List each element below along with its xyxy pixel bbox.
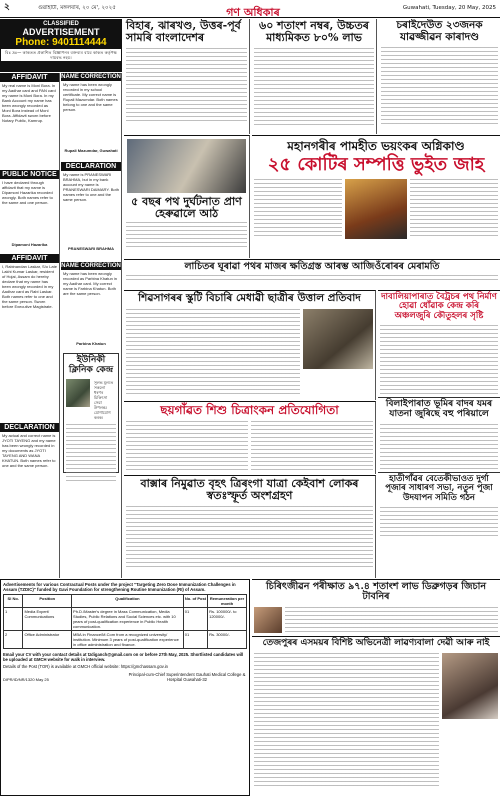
recruitment-signature: Principal-cum-Chief Superintendent Gauhati Medical College & Hospital Guwahati-32 [128, 672, 246, 683]
col-header-qualification: Qualification [72, 595, 184, 608]
left-date: গুৱাহাটী, মঙ্গলবাৰ, ২০ মে', ২০২৫ [38, 5, 116, 11]
clinic-ad-text: সুলভ মূল্যত সকলো ধৰণৰ চিকিৎসা সেৱা উপলব্ধ। যোগাযোগ কৰক। [94, 379, 114, 420]
name-correction-2-heading: NAME CORRECTION [61, 263, 121, 269]
accident-photo [127, 139, 246, 193]
affidavit-2-text: I, Rabinandan Laskar, S/o Late Lakhi Kumar Laskar, resident of Hojai, Assam do hereby declare that my name has been wrongly recorded in my Aadhar card as Rabi Laskar. Both names refer to one and the same person. Sworn before Executive Magistrate. [2, 264, 57, 309]
accident-headline: ৫ বছৰ পথ দুৰ্ঘটনাত প্ৰাণ হেৰুৱালে আঠ [131, 195, 242, 221]
declaration-2-heading: DECLARATION [61, 162, 121, 171]
name-correction-1-signature: Rupali Mazumdar, Guwahati [64, 148, 118, 153]
col-header-position: Position [23, 595, 72, 608]
public-notice-heading: PUBLIC NOTICE [0, 170, 59, 179]
clinic-ad-photo [66, 379, 90, 407]
name-correction-2-text: My name has been wrongly recorded as Parbina Khatun in my Aadhar card. My correct name is Farbina Khatun. Both are the same person. [63, 271, 118, 296]
painting-headline: ছয়গাঁৱত শিশু চিত্ৰাংকন প্ৰতিযোগিতা [160, 403, 339, 417]
tezpur-headline: তেজপুৰৰ এসময়ৰ বিশিষ্ট অভিনেত্ৰী লাৱণ্যবালা দেৱী আৰু নাই [262, 638, 490, 648]
name-correction-2-signature: Parbina Khatun [76, 341, 106, 346]
declaration-1-heading: DECLARATION [0, 423, 59, 432]
main-story-kicker: মহানগৰীৰ পামহীত ভয়ংকৰ অগ্নিকাণ্ড [287, 139, 465, 153]
top-middle-story [124, 19, 250, 134]
recruitment-advertisement [0, 579, 250, 796]
main-story [252, 135, 500, 258]
dibrugarh-photo [254, 607, 282, 633]
public-notice-signature: Dipamoni Hazarika [11, 242, 48, 247]
cell-remuneration: Rs. 100000/- to 120000/- [208, 608, 247, 631]
affidavit-2-heading: AFFIDAVIT [0, 254, 59, 263]
shivasagar-photo [303, 309, 373, 369]
right-middle-stories [378, 290, 500, 570]
road-story-headline: লাচিতৰ ঘূৰাৱা পথৰ মাজৰ ক্ষতিগ্ৰস্ত আৰম্ভ আজিওঁৰোৰৰ মেৰামতি [184, 261, 440, 272]
masthead [0, 0, 500, 18]
name-correction-1-heading: NAME CORRECTION [61, 74, 121, 80]
top-middle-headline: বিহাৰ, ঝাৰখণ্ড, উত্তৰ-পূৰ্ব সামৰি বাংলাদেশৰ [126, 19, 241, 45]
classified-label: CLASSIFIED [43, 21, 79, 27]
notices-column-2 [61, 73, 122, 578]
tezpur-story [252, 636, 500, 796]
classified-title: ADVERTISEMENT [22, 27, 100, 37]
declaration-2-text: My name is PRANESWARI BRAHMA, but in my bank account my name is PRANESWARI DAIMARY. Both names refer to one and the same person. [63, 172, 119, 202]
cell-qualification: Ph.D./Master's degree in Mass Communication, Media Studies, Public Relations and Social Sciences etc. with 10 years of post-qualification experience in Public Health communication. [72, 608, 184, 631]
classified-box [0, 19, 122, 72]
top-right-headline-2: চৰাইদেউত ২৩জনক যাৱজ্জীৱন কাৰাদণ্ড [396, 19, 483, 43]
declaration-1-text: My actual and correct name is JYOTI TAYENG and my name has been wrongly recorded in my documents as JYOTI TAYENG AND WANA KHATUN. Both names refer to one and the same person. [2, 433, 56, 468]
cell-sl: 2 [4, 631, 23, 649]
cell-sl: 1 [4, 608, 23, 631]
right-middle-headline-3: হাতীগাঁৱৰ বেতেকীভাওত দুৰ্গা পূজাৰ সাধাৰণ সভা, নতুন পূজা উদযাপন সমিতি গঠন [378, 472, 500, 505]
recruitment-footer-2: Details of the Post (TOR) is available at GMCH official website: https://gmchassam.gov.in [3, 664, 169, 670]
notices-column-1 [0, 73, 60, 578]
recruitment-ref: DIPR/ID/NR/1320 May 25 [3, 677, 49, 683]
cell-remuneration: Rs. 30000/- [208, 631, 247, 649]
clinic-advertisement [63, 353, 119, 473]
right-middle-headline-1: দাবালিয়াপাৰাত বৈট্ৰচৰ পথ নিৰ্মাণ হোৱা ধোঁৱাক কেন্দ্ৰ কৰি অঞ্চলজুৰি কৌতুহলৰ সৃষ্টি [381, 292, 497, 321]
dibrugarh-story [252, 579, 500, 635]
affidavit-1-text: My real name is Moni Bora. In my Aadhar card and PAN card my name is Moni Bora. In my Bank Account my name has been wrongly recorded as Moni Bora instead of Moni Bora. Affidavit sworn before Notary Public, Kamrup. [2, 83, 56, 123]
newspaper-logo [197, 1, 309, 16]
cell-position: Office Administrator [23, 631, 72, 649]
cell-posts: 01 [183, 631, 207, 649]
public-notice-text: I have declared through affidavit that my name is Dipamoni Hazarika recorded wrongly. Both names refer to the same and one person. [2, 180, 53, 205]
top-right-story-1 [252, 19, 377, 134]
road-story [124, 259, 500, 289]
col-header-posts: No. of Post [183, 595, 207, 608]
recruitment-footer: Email your CV with your contact details at tzdiganch@gmail.com on or before 27th May, 2025. Shortlisted candidates will be uploaded at GMCH website for walk in interview. [3, 652, 244, 663]
shivasagar-story [124, 290, 376, 400]
baksa-headline: বাক্সাৰ নিমুৱাত বৃহৎ ত্ৰিৰংগা যাত্ৰা কেইবাশ লোকৰ স্বতঃস্ফূৰ্ত অংশগ্ৰহণ [140, 477, 359, 503]
classified-phone: Phone: 9401114444 [15, 37, 107, 48]
logo-text: গণ অধিকাৰ [226, 6, 280, 16]
right-middle-headline-2: বিলাইপাৰাত ভূমিৰ বাদৰ যমৰ যাতনা জুৰিছে বহু পৰিয়ালে [378, 397, 500, 422]
clinic-ad-title: ইউনিকী ক্লিনিক কেন্দ্ৰ [68, 355, 114, 375]
main-story-headline: ২৫ কোটিৰ সম্পত্তি ভুইত জাহ [267, 154, 485, 176]
declaration-2-signature: PRANESWARI BRAHMA [68, 246, 114, 251]
cell-posts: 01 [183, 608, 207, 631]
accident-story [124, 135, 250, 258]
page-number: ২ [4, 3, 10, 12]
col-header-sl: Sl No. [4, 595, 23, 608]
table-row [4, 608, 247, 631]
name-correction-1-text: My name has been wrongly recorded in my school certificate. My correct name is Rupali Mazumdar. Both names belong to one and the same person. [63, 82, 118, 112]
main-story-photo [345, 179, 407, 239]
baksa-story [124, 475, 376, 578]
col-header-remuneration: Remuneration per month [208, 595, 247, 608]
right-date: Guwahati, Tuesday, 20 May, 2025 [402, 5, 496, 11]
cell-qualification: MBA in Finance/M.Com from a recognized university/ institution. Minimum 3 years of post-qualification experience in office administration and finance. [72, 631, 184, 649]
table-row [4, 631, 247, 649]
cell-position: Media Expert/ Communications [23, 608, 72, 631]
top-right-headline-1: ৬০ শতাংশ নম্বৰ, উচ্চতৰ মাধ্যমিকত ৮০% লাভ [259, 19, 369, 45]
top-right-story-2 [379, 19, 500, 134]
dibrugarh-headline: চিৰিৎজীৱন পৰীক্ষাত ৯৭.৪ শতাংশ লাভ ডিব্ৰুগড়ৰ জিচান টাবনিৰ [265, 581, 487, 603]
recruitment-table [3, 594, 247, 649]
shivasagar-headline: শিৱসাগৰৰ স্কুটি বিচাৰি মেধাৱী ছাত্ৰীৰ উত্তাল প্ৰতিবাদ [138, 292, 361, 304]
tezpur-photo [442, 653, 498, 719]
recruitment-intro: Advertisements for various Contractual Posts under the project "Targeting Zero Dose Immunization Challenges in Assam (TZDIC)" funded by Gavi Foundation for strengthening Routine Immunization (RI) of Assam. [3, 582, 236, 593]
affidavit-1-heading: AFFIDAVIT [0, 73, 59, 82]
classified-note: বিঃ দ্ৰঃ— কাকতত প্ৰকাশিত বিজ্ঞাপনৰ বক্তব্যৰ বাবে কাকত কৰ্তৃপক্ষ দায়বদ্ধ নহয়। [1, 49, 121, 61]
painting-story [124, 401, 376, 474]
